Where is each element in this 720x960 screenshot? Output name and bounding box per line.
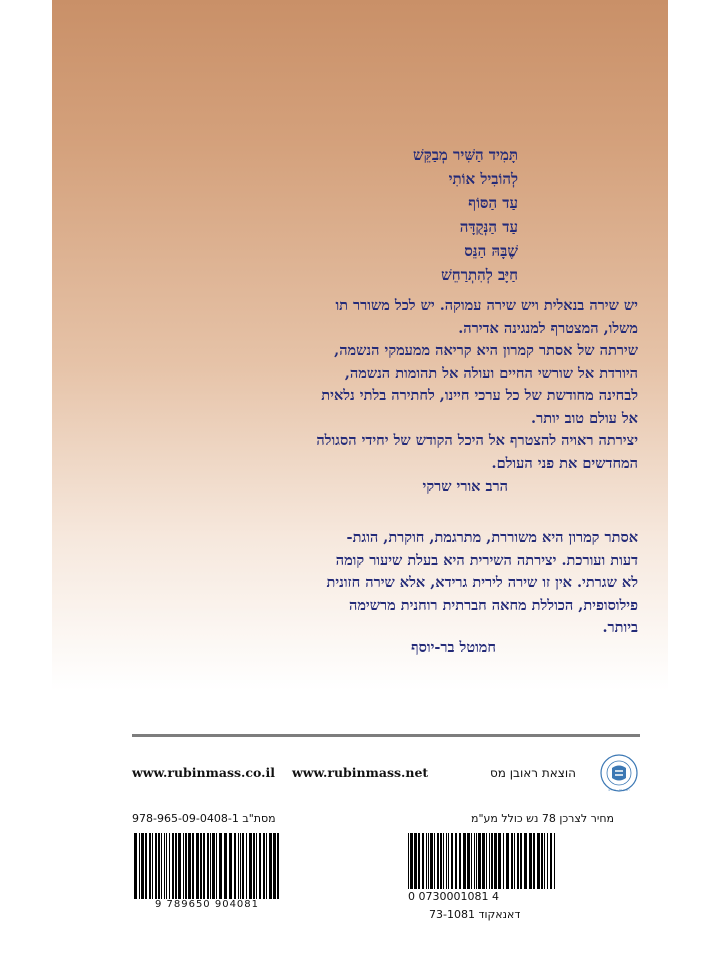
publisher-name: הוצאת ראובן מס: [490, 766, 576, 780]
barcode-bar: [486, 833, 487, 889]
barcode-bar: [437, 833, 439, 889]
poem-line: עַד הַנְּקֻדָּה: [459, 218, 518, 236]
barcode-bar: [533, 833, 535, 889]
bio-signature: חמוטל בר-יוסף: [411, 639, 496, 656]
barcode-bar: [196, 833, 199, 899]
barcode-bar: [434, 833, 435, 889]
barcode-bar: [520, 833, 522, 889]
barcode-bar: [240, 833, 241, 899]
divider-line: [132, 734, 640, 737]
barcode-bar: [410, 833, 413, 889]
price-barcode: [406, 833, 558, 889]
poem-line: שֶׁבָּהּ הַנֵּס: [464, 242, 518, 260]
barcode-bar: [139, 833, 140, 899]
barcode-bar: [246, 833, 247, 899]
barcode-bar: [426, 833, 427, 889]
bio-paragraph: [182, 527, 638, 640]
barcode-bar: [269, 833, 272, 899]
barcode-bar: [192, 833, 194, 899]
barcode-bar: [547, 833, 548, 889]
barcode-bar: [207, 833, 209, 899]
barcode-bar: [491, 833, 493, 889]
barcode-bar: [451, 833, 453, 889]
endorsement-line: יצירתה ראויה להצטרף אל היכל הקודש של יחידי הסגולה: [316, 432, 638, 449]
barcode-bar: [242, 833, 244, 899]
endorsement-paragraph: [182, 295, 638, 475]
barcode-bar: [155, 833, 157, 899]
poem-line: תָּמִיד הַשִּׁיר מְבַקֵּשׁ: [413, 146, 518, 164]
barcode-bar: [494, 833, 497, 889]
barcode-bar: [212, 833, 215, 899]
barcode-bar: [253, 833, 255, 899]
bio-line: דעות ועורכת. יצירתה השירית היא בעלת שיעור קומה: [335, 551, 638, 569]
barcode-bar: [467, 833, 470, 889]
publisher-url-co-il[interactable]: www.rubinmass.co.il: [132, 765, 275, 780]
barcode-bar: [277, 833, 279, 899]
barcode-bar: [203, 833, 205, 899]
barcode-bar: [554, 833, 555, 889]
barcode-bar: [172, 833, 174, 899]
back-cover: [52, 0, 668, 960]
barcode-bar: [134, 833, 137, 899]
barcode-bar: [440, 833, 442, 889]
barcode-bar: [459, 833, 461, 889]
barcode-bar: [514, 833, 515, 889]
barcode-bar: [224, 833, 227, 899]
poem-line: עַד הַסּוֹף: [468, 194, 518, 212]
barcode-bar: [544, 833, 545, 889]
bio-line: פילוסופית, הכוללת מחאה חברתית רוחנית מרשימה: [348, 596, 638, 614]
poem-line: לְהוֹבִיל אוֹתִי: [448, 170, 518, 188]
barcode-bar: [422, 833, 424, 889]
barcode-bar: [249, 833, 252, 899]
endorsement-line: משלו, המצטרף למנגינה אדירה.: [458, 319, 638, 337]
barcode-bar: [166, 833, 167, 899]
barcode-bar: [266, 833, 267, 899]
barcode-bar: [256, 833, 257, 899]
price-text: מחיר לצרכן 78 נש כולל מע"מ: [470, 812, 614, 825]
barcode-bar: [210, 833, 211, 899]
barcode-bar: [471, 833, 472, 889]
barcode-bar: [506, 833, 509, 889]
barcode-bar: [158, 833, 160, 899]
barcode-bar: [430, 833, 433, 889]
barcode-bar: [408, 833, 409, 889]
bio-line: לא שגרתי. אין זו שירה לירית גרידא, אלא שירה חזונית: [326, 574, 638, 591]
barcode-bar: [141, 833, 144, 899]
barcode-bar: [550, 833, 552, 889]
barcode-bar: [524, 833, 527, 889]
poem: [413, 143, 518, 287]
barcode-bar: [511, 833, 513, 889]
barcode-bar: [517, 833, 519, 889]
barcode-bar: [183, 833, 184, 899]
barcode-bar: [145, 833, 147, 899]
barcode-bar: [463, 833, 466, 889]
barcode-bar: [446, 833, 447, 889]
barcode-bar: [273, 833, 276, 899]
barcode-bar: [455, 833, 457, 889]
barcode-bar: [152, 833, 153, 899]
endorsement-line: לבחינה מחודשת של כל ערכי חיינו, לחתירה בלתי נלאית: [321, 387, 638, 404]
barcode-bar: [185, 833, 187, 899]
barcode-bar: [188, 833, 191, 899]
endorsement-line: היורדת אל שורשי החיים ועולה אל תהומות הנשמה,: [344, 364, 638, 382]
barcode-bar: [175, 833, 177, 899]
barcode-bar: [216, 833, 217, 899]
barcode-bar: [503, 833, 504, 889]
barcode-bar: [238, 833, 239, 899]
poem-line: חַיָּב לְהִתְרַחֵשׁ: [441, 266, 518, 284]
barcode-bar: [474, 833, 475, 889]
barcode-bar: [489, 833, 490, 889]
isbn-text: מסת"ב 978-965-09-0408-1: [132, 812, 276, 825]
barcode-bar: [418, 833, 420, 889]
barcode-bar: [541, 833, 543, 889]
endorsement-line: המחדשים את פני העולם.: [491, 454, 638, 472]
barcode-bar: [448, 833, 449, 889]
endorsement-line: אל עולם טוב יותר.: [531, 409, 638, 427]
barcode-bar: [443, 833, 444, 889]
price-barcode-bars: [406, 833, 558, 889]
barcode-bar: [178, 833, 181, 899]
endorsement-line: יש שירה בנאלית ויש שירה עמוקה. יש לכל משורר תו: [335, 297, 638, 314]
barcode-bar: [229, 833, 232, 899]
barcode-bar: [478, 833, 481, 889]
price-barcode-digits: 0 0730001081 4: [408, 890, 499, 903]
barcode-bar: [234, 833, 236, 899]
isbn-barcode-bars: [132, 833, 282, 899]
barcode-bar: [200, 833, 202, 899]
publisher-logo-text: ראובן מס · מו״לים: [608, 788, 630, 792]
barcode-bar: [161, 833, 162, 899]
barcode-bar: [537, 833, 540, 889]
barcode-bar: [482, 833, 485, 889]
barcode-bar: [428, 833, 429, 889]
danacode-label: [429, 908, 520, 921]
barcode-bar: [169, 833, 170, 899]
barcode-bar: [149, 833, 151, 899]
danacode-label-text: דאנאקוד: [478, 908, 521, 921]
isbn-barcode: [132, 833, 282, 909]
barcode-bar: [476, 833, 477, 889]
barcode-bar: [219, 833, 222, 899]
barcode-bar: [498, 833, 501, 889]
barcode-bar: [164, 833, 165, 899]
barcode-bar: [263, 833, 265, 899]
barcode-bar: [529, 833, 532, 889]
endorsement-signature: הרב אורי שרקי: [422, 478, 508, 495]
barcode-bar: [414, 833, 417, 889]
isbn-barcode-digits: 9 789650 904081: [154, 899, 260, 910]
bio-line: אסתר קמרון היא משוררת, מתרגמת, חוקרת, הוגת-: [346, 529, 638, 546]
publisher-logo-icon: [599, 753, 639, 793]
publisher-url-net[interactable]: www.rubinmass.net: [292, 765, 429, 780]
bio-line: ביותר.: [602, 619, 638, 636]
danacode-number: 73-1081: [429, 908, 475, 921]
endorsement-line: שירתה של אסתר קמרון היא קריאה ממעמקי הנשמה,: [334, 342, 638, 359]
barcode-bar: [259, 833, 261, 899]
